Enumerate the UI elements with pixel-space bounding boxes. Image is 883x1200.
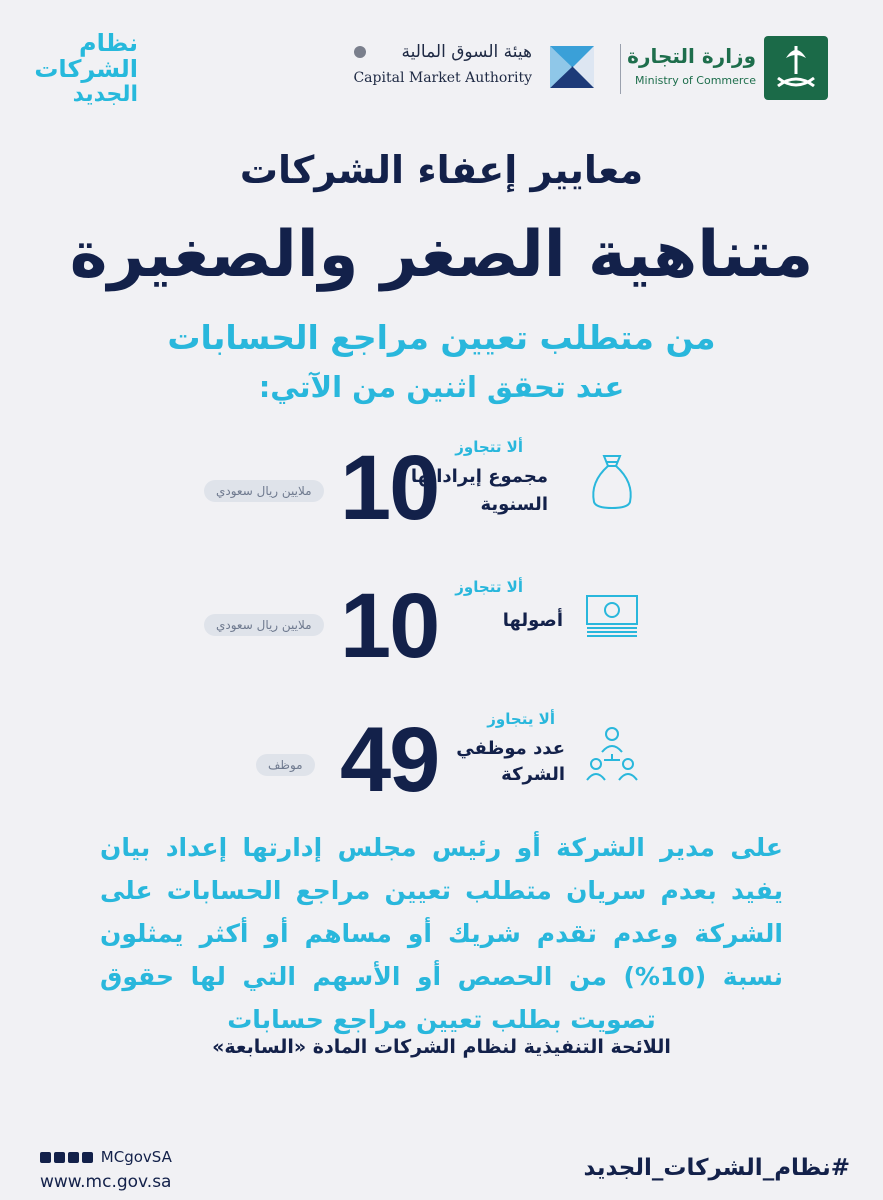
cma-emblem-icon (548, 42, 598, 92)
brand-logo-line: نظام (79, 29, 138, 57)
regulation-reference: اللائحة التنفيذية لنظام الشركات المادة «السابعة» (212, 1036, 671, 1058)
twitter-icon (40, 1152, 51, 1163)
new-companies-law-logo (28, 30, 138, 112)
facebook-icon (54, 1152, 65, 1163)
social-handle[interactable] (40, 1148, 172, 1166)
qualifier: ألا يتجاوز (487, 710, 555, 728)
criterion-number: 49 (340, 709, 439, 811)
criterion-number: 10 (340, 575, 439, 677)
cma-logo (342, 40, 598, 100)
criterion-unit-badge: موظف (256, 754, 315, 776)
subtitle-line-2: عند تحقق اثنين من الآتي: (258, 370, 625, 404)
criterion-label-line-1: أصولها (502, 610, 563, 631)
saudi-emblem-icon (764, 36, 828, 100)
youtube-icon (82, 1152, 93, 1163)
social-handle-text: MCgovSA (100, 1148, 172, 1166)
criterion-label-line-2: السنوية (480, 494, 548, 515)
header-divider (620, 44, 621, 94)
brand-logo-line: الشركات (34, 55, 138, 83)
criterion-number: 10 (340, 437, 439, 539)
qualifier: ألا تتجاوز (455, 438, 523, 456)
criterion-label-line-2: الشركة (501, 764, 565, 785)
money-bag-icon (584, 448, 640, 512)
criterion-label-line-1: عدد موظفي (456, 738, 565, 759)
moc-name-ar: وزارة التجارة (627, 44, 756, 68)
qualifier: ألا تتجاوز (455, 578, 523, 596)
cma-seal-icon (354, 46, 366, 58)
cma-name-ar: هيئة السوق المالية (401, 42, 532, 62)
criterion-unit-badge: ملايين ريال سعودي (204, 614, 324, 636)
website-link[interactable]: www.mc.gov.sa (40, 1172, 172, 1192)
moc-name-en: Ministry of Commerce (635, 74, 756, 87)
instagram-icon (68, 1152, 79, 1163)
title-line-2: متناهية الصغر والصغيرة (69, 218, 814, 292)
criterion-unit-badge: ملايين ريال سعودي (204, 480, 324, 502)
criterion-assets (0, 568, 883, 678)
employees-icon (584, 724, 640, 788)
banknote-icon (584, 588, 640, 640)
criterion-employees (0, 700, 883, 810)
body-paragraph: على مدير الشركة أو رئيس مجلس إدارتها إعداد بيان يفيد بعدم سريان متطلب تعيين مراجع الحسابات على الشركة وعدم تقدم شريك أو مساهم أو أكثر يمثلون نسبة (10%) من الحصص أو الأسهم التي لها حقوق تصويت بطلب تعيين مراجع حسابات (100, 833, 783, 1034)
campaign-hashtag: #نظام_الشركات_الجديد (583, 1155, 850, 1181)
brand-logo-line: الجديد (72, 82, 138, 107)
title-line-1: معايير إعفاء الشركات (239, 148, 644, 192)
subtitle-line-1: من متطلب تعيين مراجع الحسابات (167, 318, 716, 357)
cma-name-en: Capital Market Authority (353, 70, 532, 86)
criterion-revenue (0, 430, 883, 540)
criterion-label-line-1: مجموع إيراداتها (410, 466, 548, 487)
ministry-of-commerce-logo (627, 34, 836, 104)
